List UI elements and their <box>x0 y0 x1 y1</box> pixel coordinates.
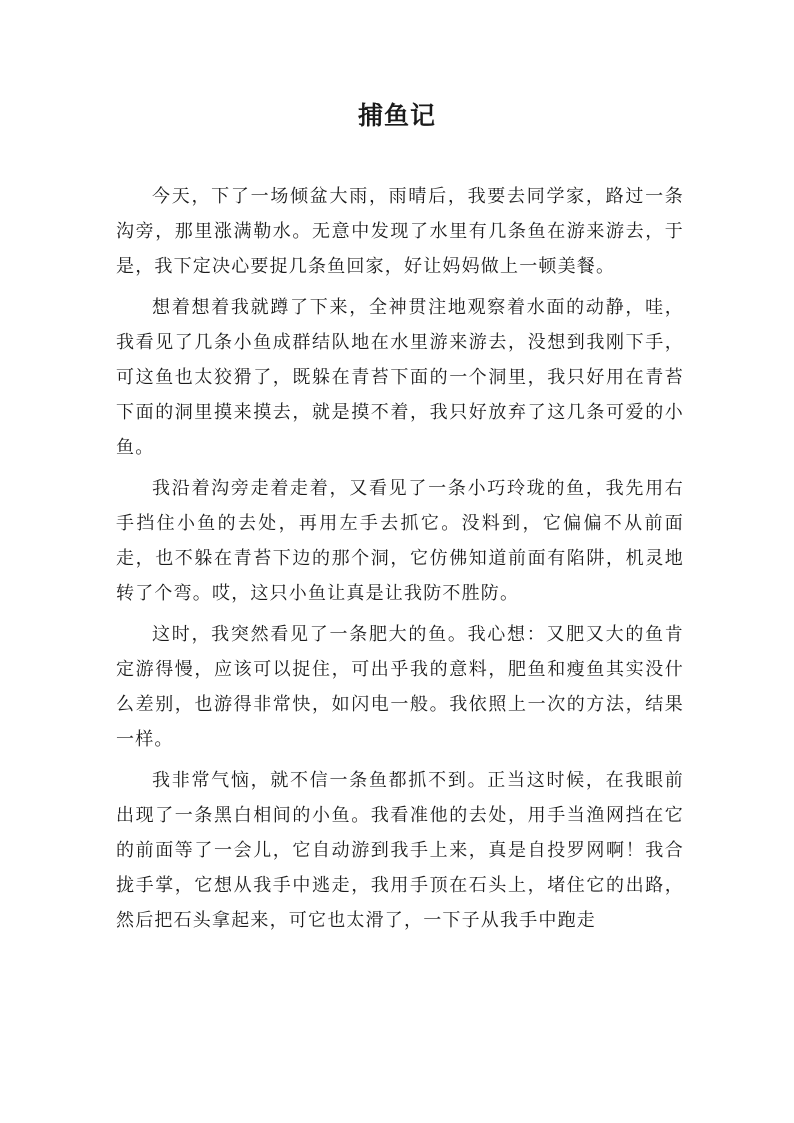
document-body <box>116 179 684 944</box>
paragraph-3: 我沿着沟旁走着走着，又看见了一条小巧玲珑的鱼，我先用右手挡住小鱼的去处，再用左手去抓它。没料到，它偏偏不从前面走，也不躲在青苔下边的那个洞，它仿佛知道前面有陷阱，机灵地转了个弯。哎，这只小鱼让真是让我防不胜防。 <box>116 478 684 604</box>
document-title: 捕鱼记 <box>357 101 436 130</box>
paragraph-2: 想着想着我就蹲了下来，全神贯注地观察着水面的动静，哇，我看见了几条小鱼成群结队地在水里游来游去，没想到我刚下手，可这鱼也太狡猾了，既躲在青苔下面的一个洞里，我只好用在青苔下面的洞里摸来摸去，就是摸不着，我只好放弃了这几条可爱的小鱼。 <box>116 297 684 458</box>
paragraph-4: 这时，我突然看见了一条肥大的鱼。我心想：又肥又大的鱼肯定游得慢，应该可以捉住，可出乎我的意料，肥鱼和瘦鱼其实没什么差别，也游得非常快，如闪电一般。我依照上一次的方法，结果一样。 <box>116 624 684 750</box>
paragraph-5: 我非常气恼，就不信一条鱼都抓不到。正当这时候，在我眼前出现了一条黑白相间的小鱼。我看准他的去处，用手当渔网挡在它的前面等了一会儿，它自动游到我手上来，真是自投罗网啊！我合拢手掌，它想从我手中逃走，我用手顶在石头上，堵住它的出路，然后把石头拿起来，可它也太滑了，一下子从我手中跑走 <box>116 770 684 931</box>
paragraph-1: 今天，下了一场倾盆大雨，雨晴后，我要去同学家，路过一条沟旁，那里涨满勒水。无意中发现了水里有几条鱼在游来游去，于是，我下定决心要捉几条鱼回家，好让妈妈做上一顿美餐。 <box>116 186 684 277</box>
